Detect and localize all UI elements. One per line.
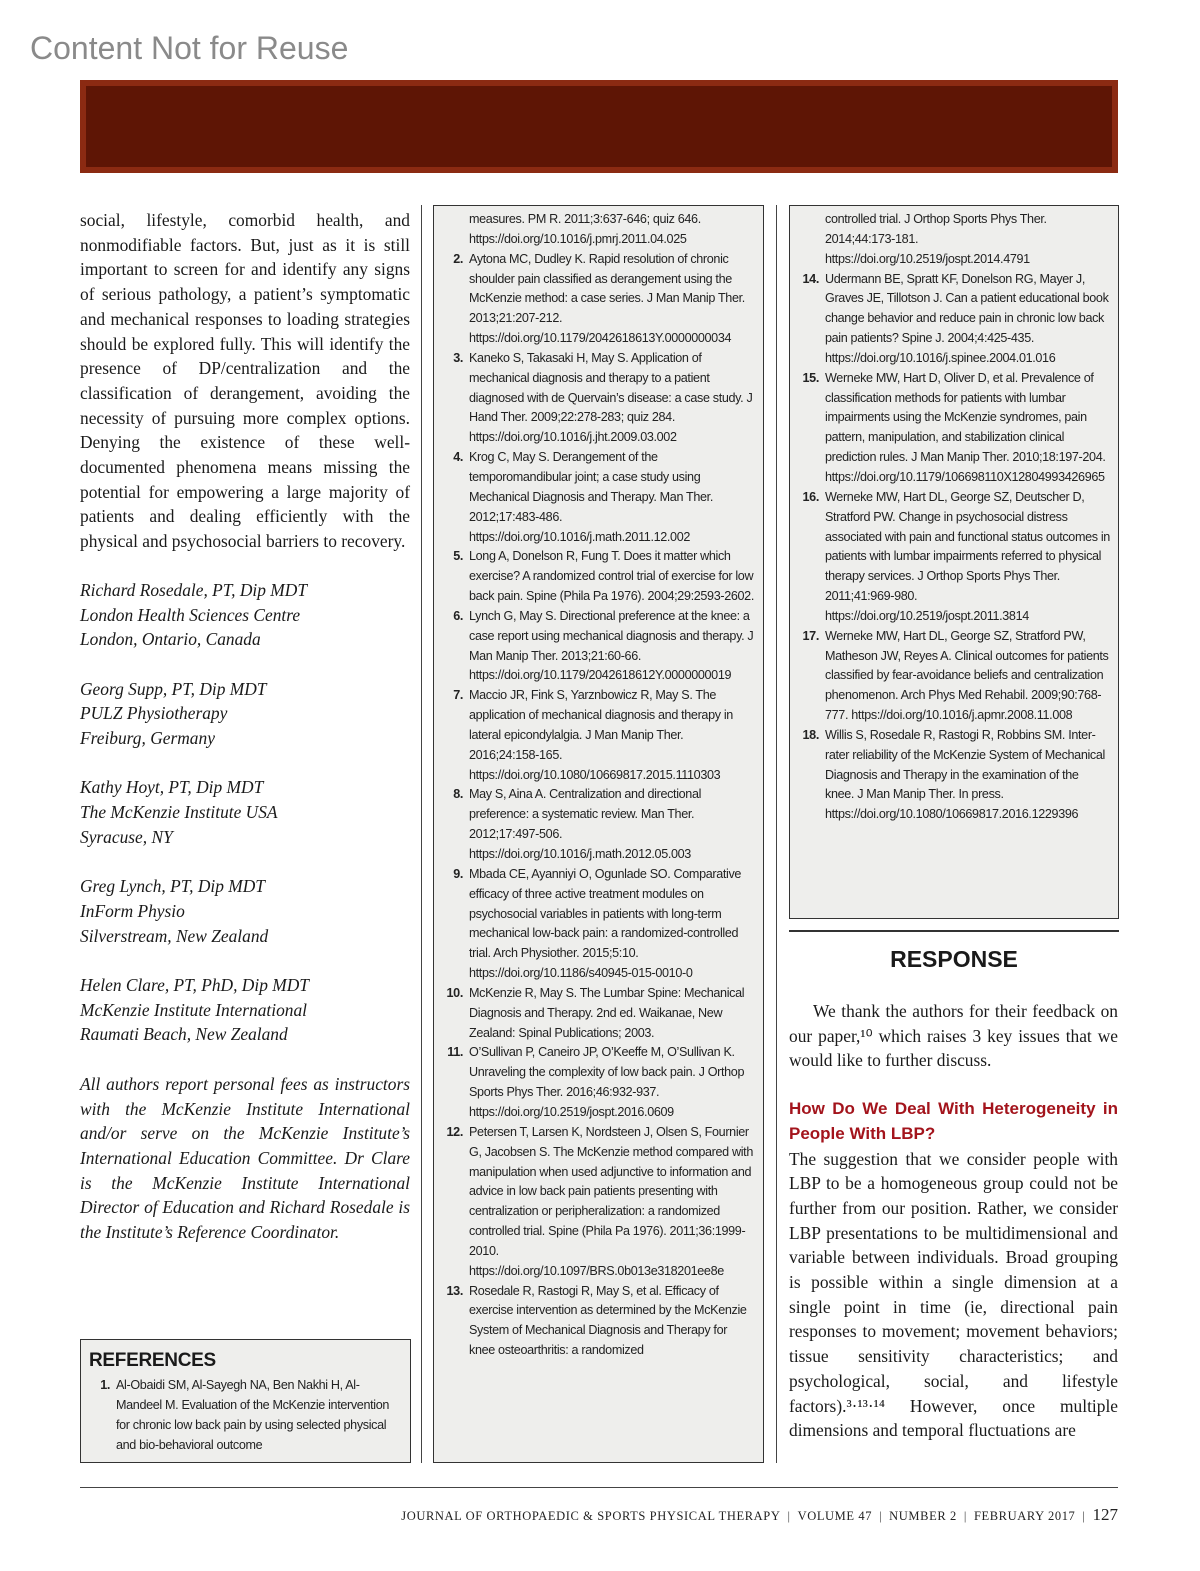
author-org: McKenzie Institute International	[80, 999, 308, 1020]
reference-item: 15. Werneke MW, Hart D, Oliver D, et al. Prevalence of classification methods for patients with lumbar impairments using the McKenzie syndromes, pain pattern, manipulation, and stabilization clinical prediction rules. J Man Manip Ther. 2010;18:197-204. https://doi.org/10.1179/106698110X12804993426965	[802, 370, 1106, 484]
author-name: Kathy Hoyt, PT, Dip MDT	[80, 777, 264, 798]
author-location: Silverstream, New Zealand	[80, 925, 269, 946]
author-org: PULZ Physiotherapy	[80, 703, 228, 724]
reference-item: 14. Udermann BE, Spratt KF, Donelson RG, Mayer J, Graves JE, Tillotson J. Can a patient educational book change behavior and reduce pain in chronic low back pain patients? Spine J. 2004;4:425-435. https://doi.org/10.1016/j.spinee.2004.01.016	[802, 271, 1109, 365]
response-rule	[789, 930, 1119, 932]
reference-item: 17. Werneke MW, Hart DL, George SZ, Stratford PW, Matheson JW, Reyes A. Clinical outcomes for patients classified by fear-avoidance beliefs and centralization phenomenon. Arch Phys Med Rehabil. 2009;90:768-777. https://doi.org/10.1016/j.apmr.2008.11.008	[802, 628, 1109, 723]
reference-item: 8. May S, Aina A. Centralization and directional preference: a systematic review. Man Ther. 2012;17:497-506. https://doi.org/10.1016/j.math.2012.05.003	[453, 787, 702, 861]
author-block	[80, 775, 410, 849]
disclosure-statement: All authors report personal fees as instructors with the McKenzie Institute International and/or serve on the McKenzie Institute’s International Education Committee. Dr Clare is the McKenzie Institute International Director of Education and Richard Rosedale is the Institute’s Reference Coordinator.	[80, 1073, 410, 1243]
issue-number: NUMBER 2	[889, 1509, 957, 1523]
page-number: 127	[1092, 1505, 1118, 1524]
author-block	[80, 874, 410, 948]
reference-item: 3. Kaneko S, Takasaki H, May S. Application of mechanical diagnosis and therapy to a patient diagnosed with de Quervain’s disease: a case study. J Hand Ther. 2009;22:278-283; quiz 284. https://doi.org/10.1016/j.jht.2009.03.002	[453, 350, 753, 445]
reference-item: 6. Lynch G, May S. Directional preference at the knee: a case report using mechanical diagnosis and therapy. J Man Manip Ther. 2013;21:60-66. https://doi.org/10.1179/2042618612Y.0000000019	[453, 608, 754, 683]
author-name: Greg Lynch, PT, Dip MDT	[80, 876, 265, 897]
section-subheading: How Do We Deal With Heterogeneity in People With LBP?	[789, 1099, 1118, 1143]
watermark: Content Not for Reuse	[30, 30, 349, 66]
reference-item: 7. Maccio JR, Fink S, Yarznbowicz R, May S. The application of mechanical diagnosis and therapy in lateral epicondylalgia. J Man Manip Ther. 2016;24:158-165. https://doi.org/10.1080/10669817.2015.1110303	[453, 688, 733, 782]
references-column-middle	[433, 205, 764, 1463]
response-paragraph: The suggestion that we consider people with LBP to be a homogeneous group could not be further from our position. Rather, we consider LBP presentations to be multidimensional and variable between individuals. Broad grouping is possible within a single dimension at a single point in time (ie, directional pain responses to movement; movement behaviors; tissue sensitivity characteristics; and psychological, social, and lifestyle factors).³·¹³·¹⁴ However, once multiple dimensions and temporal fluctuations are	[789, 1148, 1118, 1441]
author-name: Georg Supp, PT, Dip MDT	[80, 678, 267, 699]
response-body	[789, 999, 1118, 1443]
issue-date: FEBRUARY 2017	[973, 1509, 1076, 1523]
reference-item: 2. Aytona MC, Dudley K. Rapid resolution of chronic shoulder pain classified as derangement using the McKenzie method: a case series. J Man Manip Ther. 2013;21:207-212. https://doi.org/10.1179/2042618613Y.0000000034	[453, 251, 745, 346]
footer-rule	[80, 1487, 1118, 1488]
reference-continuation: measures. PM R. 2011;3:637-646; quiz 646. https://doi.org/10.1016/j.pmrj.2011.04.025	[469, 212, 701, 246]
references-column-right	[789, 205, 1119, 919]
journal-name: JOURNAL OF ORTHOPAEDIC & SPORTS PHYSICAL THERAPY	[401, 1509, 781, 1523]
references-box	[80, 1339, 411, 1463]
response-intro: We thank the authors for their feedback on our paper,¹⁰ which raises 3 key issues that we would like to further discuss.	[789, 1001, 1118, 1071]
author-org: InForm Physio	[80, 900, 185, 921]
references-title: REFERENCES	[89, 1350, 216, 1371]
reference-item: 16. Werneke MW, Hart DL, George SZ, Deutscher D, Stratford PW. Change in psychosocial distress associated with pain and functional status outcomes in patients with lumbar impairments referred to physical therapy services. J Orthop Sports Phys Ther. 2011;41:969-980. https://doi.org/10.2519/jospt.2011.3814	[802, 489, 1110, 623]
column-divider	[776, 205, 777, 1463]
author-name: Helen Clare, PT, PhD, Dip MDT	[80, 975, 309, 996]
author-location: Syracuse, NY	[80, 826, 173, 847]
reference-item: 9. Mbada CE, Ayanniyi O, Ogunlade SO. Comparative efficacy of three active treatment modules on psychosocial variables in patients with long-term mechanical low-back pain: a randomized-controlled trial. Arch Physiother. 2015;5:10. https://doi.org/10.1186/s40945-015-0010-0	[453, 866, 742, 981]
volume: VOLUME 47	[797, 1509, 873, 1523]
response-title: RESPONSE	[890, 946, 1018, 972]
body-paragraph: social, lifestyle, comorbid health, and nonmodifiable factors. But, just as it is still important to screen for and identify any signs of serious pathology, a patient’s symptomatic and mechanical responses to loading strategies should be explored fully. This will identify the presence of DP/centralization and the classification of derangement, avoiding the necessity of pursuing more complex options. Denying the existence of these well-documented phenomena means missing the potential for empowering a large majority of patients and dealing efficiently with the physical and psychosocial barriers to recovery.	[80, 210, 410, 552]
author-location: Freiburg, Germany	[80, 728, 215, 749]
reference-item: 5. Long A, Donelson R, Fung T. Does it matter which exercise? A randomized control trial of exercise for low back pain. Spine (Phila Pa 1976). 2004;29:2593-2602.	[453, 549, 754, 604]
author-org: London Health Sciences Centre	[80, 604, 301, 625]
reference-item: 11. O’Sullivan P, Caneiro JP, O’Keeffe M, O’Sullivan K. Unraveling the complexity of low back pain. J Orthop Sports Phys Ther. 2016;46:932-937. https://doi.org/10.2519/jospt.2016.0609	[447, 1045, 745, 1119]
reference-item: 4. Krog C, May S. Derangement of the temporomandibular joint; a case study using Mechanical Diagnosis and Therapy. Man Ther. 2012;17:483-486. https://doi.org/10.1016/j.math.2011.12.002	[453, 450, 713, 544]
author-location: London, Ontario, Canada	[80, 629, 261, 650]
page-footer: JOURNAL OF ORTHOPAEDIC & SPORTS PHYSICAL THERAPY | VOLUME 47 | NUMBER 2 | FEBRUARY 2017 | 127	[401, 1505, 1118, 1524]
author-affiliations	[80, 578, 410, 1047]
reference-item: 1. Al-Obaidi SM, Al-Sayegh NA, Ben Nakhi H, Al-Mandeel M. Evaluation of the McKenzie intervention for chronic low back pain by using selected physical and bio-behavioral outcome	[100, 1378, 390, 1452]
reference-item: 13. Rosedale R, Rastogi R, May S, et al. Efficacy of exercise intervention as determined by the McKenzie System of Mechanical Diagnosis and Therapy for knee osteoarthritis: a randomized	[446, 1283, 747, 1358]
reference-continuation: controlled trial. J Orthop Sports Phys Ther. 2014;44:173-181. https://doi.org/10.2519/jospt.2014.4791	[825, 212, 1047, 266]
column-divider	[421, 205, 422, 1463]
author-org: The McKenzie Institute USA	[80, 802, 278, 823]
reference-item: 10. McKenzie R, May S. The Lumbar Spine: Mechanical Diagnosis and Therapy. 2nd ed. Waikanae, New Zealand: Spinal Publications; 2003.	[446, 985, 745, 1040]
author-name: Richard Rosedale, PT, Dip MDT	[80, 579, 308, 600]
header-banner	[80, 80, 1118, 173]
reference-item: 18. Willis S, Rosedale R, Rastogi R, Robbins SM. Inter-rater reliability of the McKenzie System of Mechanical Diagnosis and Therapy in the examination of the knee. J Man Manip Ther. In press. https://doi.org/10.1080/10669817.2016.1229396	[802, 727, 1105, 822]
author-block	[80, 973, 410, 1047]
author-location: Raumati Beach, New Zealand	[80, 1024, 288, 1045]
reference-item: 12. Petersen T, Larsen K, Nordsteen J, Olsen S, Fournier G, Jacobsen S. The McKenzie method compared with manipulation when used adjunctive to information and advice in low back pain patients presenting with centralization or peripheralization: a randomized controlled trial. Spine (Phila Pa 1976). 2011;36:1999-2010. https://doi.org/10.1097/BRS.0b013e318201ee8e	[446, 1124, 753, 1278]
author-block	[80, 677, 410, 751]
author-block	[80, 578, 410, 652]
column-left	[80, 208, 410, 1245]
